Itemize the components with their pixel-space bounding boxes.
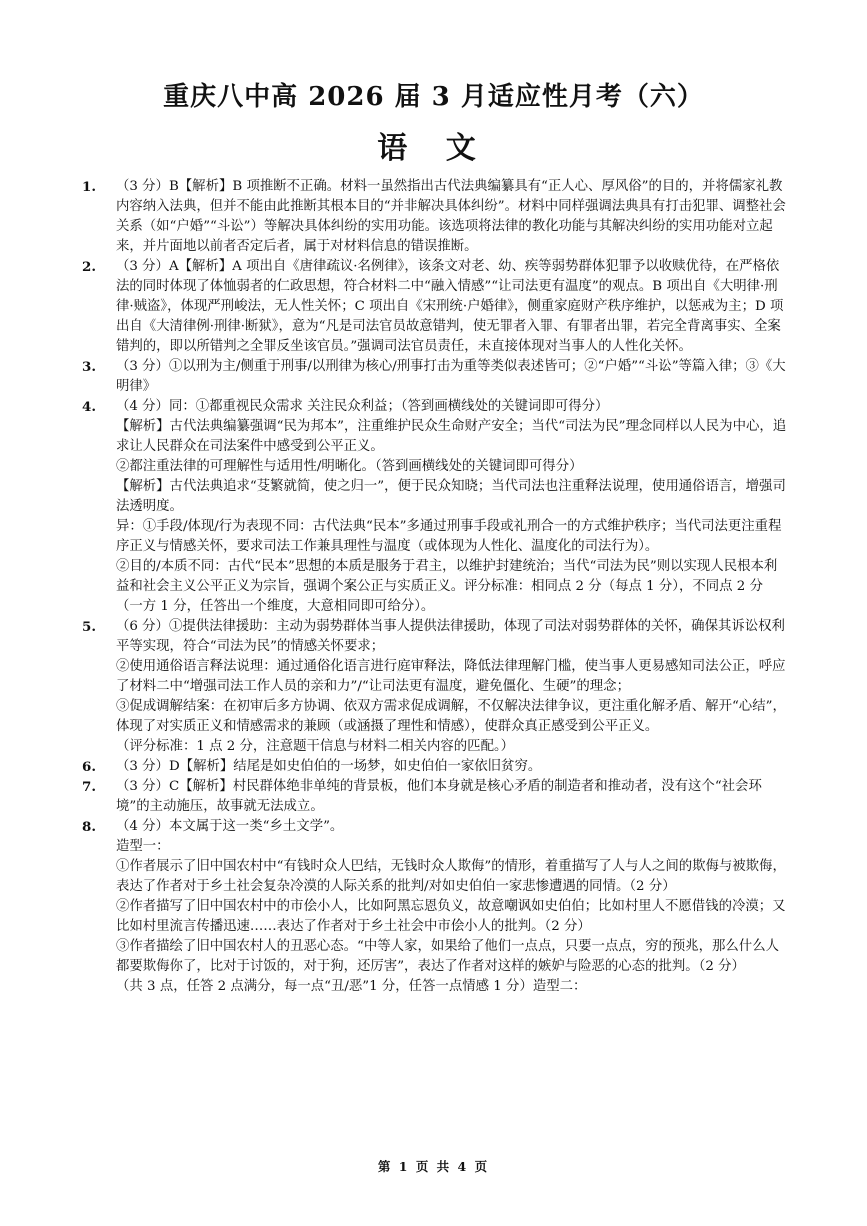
answer-text: （4 分）同：①都重视民众需求 关注民众利益；（答到画横线处的关键词即可得分） [116, 399, 609, 414]
answer-text: ③促成调解结案：在初审后多方协调、依双方需求促成调解，不仅解决法律争议，更注重化解矛盾、解开“心结”，体现了对实质正义和情感需求的兼顾（或涵摄了理性和情感），使群众真正感受到公平正义。 [116, 699, 786, 734]
answer-item [82, 817, 787, 997]
question-number: 2. [82, 259, 96, 275]
answer-item [82, 257, 787, 357]
question-number: 3. [82, 359, 96, 375]
question-number: 1. [82, 179, 96, 195]
answer-list [82, 177, 787, 997]
answer-text: （3 分）A【解析】A 项出自《唐律疏议·名例律》，该条文对老、幼、疾等弱势群体犯罪予以收赎优待，在严格依法的同时体现了体恤弱者的仁政思想，符合材料二中“融入情感”“让司法更有温度”的观点。B 项出自《大明律·刑律·贼盗》，体现严刑峻法，无人性关怀；C 项出自《宋刑统·户婚律》，侧重家庭财产秩序维护，以惩戒为主；D 项出自《大清律例·刑律·断狱》，意为“凡是司法官员故意错判，使无罪者入罪、有罪者出罪，若完全背离事实、全案错判的，即以所错判之全罪反坐该官员。”强调司法官员责任，未直接体现对当事人的人性化关怀。 [116, 259, 784, 354]
answer-text: （评分标准：1 点 2 分，注意题干信息与材料二相关内容的匹配。） [116, 739, 515, 754]
answer-text: 异：①手段/体现/行为表现不同：古代法典“民本”多通过刑事手段或礼刑合一的方式维护秩序；当代司法更注重程序正义与情感关怀，要求司法工作兼具理性与温度（或体现为人性化、温度化的司法行为）。 [116, 519, 782, 554]
question-number: 8. [82, 819, 96, 835]
answer-text: （3 分）①以刑为主/侧重于刑事/以刑律为核心/刑事打击为重等类似表述皆可；②“户婚”“斗讼”等篇入律；③《大明律》 [116, 359, 786, 394]
answer-text: ②使用通俗语言释法说理：通过通俗化语言进行庭审释法，降低法律理解门槛，使当事人更易感知司法公正，呼应了材料二中“增强司法工作人员的亲和力”/“让司法更有温度，避免僵化、生硬”的理念； [116, 659, 786, 694]
answer-text: （共 3 点，任答 2 点满分，每一点“丑/恶”1 分，任答一点情感 1 分）造型二： [116, 979, 587, 994]
answer-text: ③作者描绘了旧中国农村人的丑恶心态。“中等人家，如果给了他们一点点，只要一点点，穷的预兆，那么什么人都要欺侮你了，比对于讨饭的，对于狗，还厉害”，表达了作者对这样的嫉妒与险恶的心态的批判。（2 分） [116, 939, 779, 974]
answer-item [82, 777, 787, 817]
question-number: 5. [82, 619, 96, 635]
answer-item [82, 757, 787, 777]
answer-text: ②都注重法律的可理解性与适用性/明晰化。（答到画横线处的关键词即可得分） [116, 459, 583, 474]
answer-text: 【解析】古代法典编纂强调“民为邦本”，注重维护民众生命财产安全；当代“司法为民”理念同样以人民为中心，追求让人民群众在司法案件中感受到公平正义。 [116, 419, 787, 454]
answer-text: （3 分）D【解析】结尾是如史伯伯的一场梦，如史伯伯一家依旧贫穷。 [116, 759, 542, 774]
answer-text: （3 分）C【解析】村民群体绝非单纯的背景板，他们本身就是核心矛盾的制造者和推动者，没有这个“社会环境”的主动施压，故事就无法成立。 [116, 779, 762, 814]
answer-text: （6 分）①提供法律援助：主动为弱势群体当事人提供法律援助，体现了司法对弱势群体的关怀，确保其诉讼权利平等实现，符合“司法为民”的情感关怀要求； [116, 619, 785, 654]
question-number: 4. [82, 399, 96, 415]
answer-text: ①作者展示了旧中国农村中“有钱时众人巴结，无钱时众人欺侮”的情形，着重描写了人与人之间的欺侮与被欺侮，表达了作者对于乡土社会复杂冷漠的人际关系的批判/对如史伯伯一家悲惨遭遇的同情。（2 分） [116, 859, 786, 894]
answer-text: （4 分）本文属于这一类“乡土文学”。 [116, 819, 344, 834]
answer-text: ②作者描写了旧中国农村中的市侩小人，比如阿黑忘恩负义，故意嘲讽如史伯伯；比如村里人不愿借钱的冷漠；又比如村里流言传播迅速……表达了作者对于乡土社会中市侩小人的批判。（2 分） [116, 899, 786, 934]
answer-text: （3 分）B【解析】B 项推断不正确。材料一虽然指出古代法典编纂具有“正人心、厚风俗”的目的，并将儒家礼教内容纳入法典，但并不能由此推断其根本目的“并非解决具体纠纷”。材料中同样强调法典具有打击犯罪、调整社会关系（如“户婚”“斗讼”）等解决具体纠纷的实用功能。该选项将法律的教化功能与其解决纠纷的实用功能对立起来，并片面地以前者否定后者，属于对材料信息的错误推断。 [116, 179, 786, 254]
answer-text: 【解析】古代法典追求“芟繁就简，使之归一”，便于民众知晓；当代司法也注重释法说理，使用通俗语言，增强司法透明度。 [116, 479, 786, 514]
answer-text: 造型一： [116, 839, 170, 854]
answer-item [82, 357, 787, 397]
answer-item [82, 177, 787, 257]
answer-item [82, 617, 787, 757]
question-number: 7. [82, 779, 96, 795]
page-number: 第 1 页 共 4 页 [377, 1159, 490, 1174]
subject-heading: 语 文 [377, 131, 490, 166]
answer-text: ②目的/本质不同：古代“民本”思想的本质是服务于君主，以维护封建统治；当代“司法为民”则以实现人民根本利益和社会主义公平正义为宗旨，强调个案公正与实质正义。评分标准：相同点 2 分（每点 1 分），不同点 2 分（一方 1 分，任答出一个维度，大意相同即可给分）。 [116, 559, 778, 614]
question-number: 6. [82, 759, 96, 775]
page-title: 重庆八中高 2026 届 3 月适应性月考（六） [163, 82, 704, 112]
answer-item [82, 397, 787, 617]
